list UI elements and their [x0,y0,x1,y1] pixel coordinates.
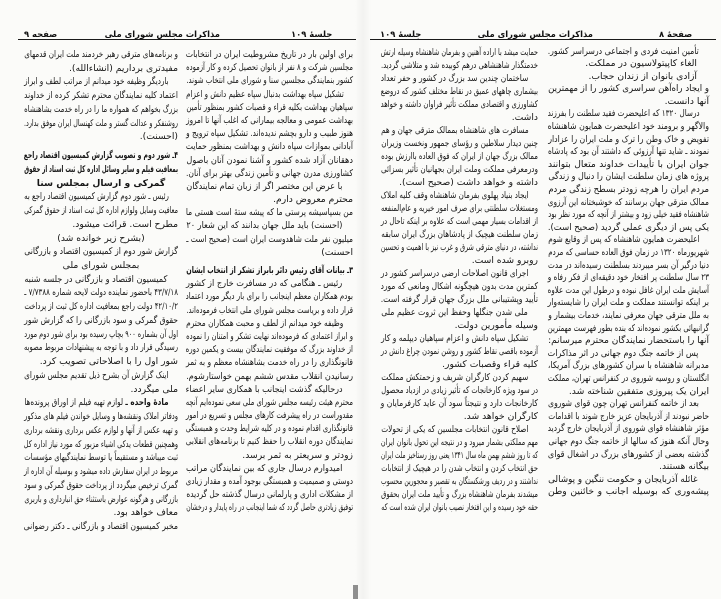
page-number-label: صفحه ۹ [24,29,58,39]
text-line: حقوق گمرکی و سود بازرگانی را که گزارش شور [24,314,178,326]
section-heading-line: گمرکی و ارسال بمجلس سنا [36,177,166,189]
text-line: مردم ایران را هرچه زودتر بسطح زندگی مردم [548,184,709,196]
text-line: (احسنت). [139,131,178,143]
text-line: تفویض و خاک وطن را ترک و ملت ایران را عزادار [548,133,709,145]
text-line: حمایت میشد با اراده آهنین و بفرمان شاهنشاه وسیله ارتش [380,46,538,58]
text-line: دوستی و صمیمیت و همبستگی بوجود آمده و مقدار زیادی [185,476,353,487]
text-line: آسایش ملت ایران غافل نبوده و درطول این مدت علاوه [547,284,709,296]
text-line: از خداوند بزرگ که موفقیت نمایندگان بیست و یکمین دوره [185,344,353,356]
text-line: زودتر و سریعتر به ثمر برسد. [242,449,353,461]
section-heading-line: ۴ـ شور دوم و تصویب گزارش کمیسیون اقتصاد راجع [23,150,178,162]
text-line: قرار داده و بریاست مجلس شورای ملی انتخاب فرموده‌اند. [186,304,353,316]
text-line: کشاورزی مدرن جهانی و تأمین زندگی بهتر برای آنان. [186,167,353,179]
text-line: زمان سلطنت هیچیک از پادشاهان بزرگ ایران سابقه [381,228,538,240]
text-line: میشدند بفرمان شاهنشاه بزرگ و تأیید ملت ایران بحقوق [381,488,538,500]
text-line: هنوز طبیب و دارو بچشم ندیده‌اند. تشکیل سپاه ترویج و [186,128,353,140]
text-line: (احسنت) باید ملل جهان بدانند که این شعار ۲۰ [186,220,343,232]
text-line: وظیفه خود میدانم از لطف و محبت همکاران محترم [186,317,344,329]
text-line: ممالک مترقی جهان برسانند که خوشبختانه این آرزوی [547,196,709,208]
text-line: مفیدتری برداریم (انشاءالله). [68,62,178,74]
text-line: نداشتند و در ردیف ورشکستگان به تقصیر و محجورین محسوب [381,475,538,487]
text-line: دهقانان آزاد شده کشور و آشنا نمودن آنان باصول [186,154,353,166]
text-line: پس از خاتمه جنگ دوم جهانی در اثر مذاکرات [547,347,699,359]
text-line: تأمین امنیت فردی و اجتماعی درسراسر کشور. [547,45,699,57]
text-line: ودرمعرفی مملکت وملت ایران بجهانیان تأثیر بسزائی [381,163,538,175]
text-line: ممالک بزرگ جهان از ایران که فوق العاده باارزش بوده [381,150,538,162]
text-line: اصلاح قانون انتخابات مجلسین که یکی از تحولات [381,423,529,435]
section-heading-line: ۳ـ بیانات آقای رئیس دائر بابراز تشکر از انتخاب ایشان [186,265,353,276]
text-line: قانونگذاری را در راه خدمت بشاهنشاه معظم و به ثمر [185,357,353,369]
page-number-label: صفحهٔ ۸ [659,29,693,39]
text-line: گذشته بعضی از کشورهای بزرگ در اشغال قوای [547,448,709,460]
text-line: مدبرانه شاهنشاه با سران کشورهای بزرگ آمریکا، [547,360,709,372]
text-line: انگلستان و روسیه شوروی در کنفرانس تهران، مملکت [547,372,709,384]
text-line: از اقدامات بسیار مهمی است که علاوه بر اینکه تاحال در [380,215,538,227]
text-line: و ایجاد راه‌آهن سراسری کشور را از مهمترین [548,83,709,95]
text-line: آزموده باقصی نقاط کشور و روشن نمودن چراغ دانش در [380,345,538,357]
text-line: بودم همکاران معظم اینجانب را برای بار دیگر مورد اعتماد [185,291,353,303]
text-line: بمجلس شورای ملی [62,260,140,272]
text-line: مخبر کمیسیون اقتصاد و بازرگانی ـ دکتر رضوانی [23,520,178,532]
text-line: مؤثر شاهنشاه قوای شوروی از آذربایجان خارج گردید [547,423,709,435]
text-line: اعلیحضرت همایون شاهنشاه که پس از وقایع شوم [548,234,700,246]
text-line: اینک گزارش آن بشرح ذیل تقدیم مجلس شورای [24,369,169,381]
text-line: معافیت وسایل ولوازم اداره کل ثبت اسناد از حقوق گمرکی [24,205,178,217]
text-line: میلیون نفر ملت شاهدوست ایران است (صحیح است ـ [186,233,353,245]
session-number: جلسهٔ ۱۰۹ [291,29,333,39]
text-line: به ملل مترقی جهان معرفی نمایند، خدمات بیشمار و [548,309,709,321]
text-line: کشور بنمایندگی مجلسین سنا و شورای ملی انتخاب شوند. [186,75,353,87]
text-line: باردیگر وظیفه خود میدانم از مراتب لطف و ابراز [24,76,169,88]
text-line: ۴۲/۱۰/۲ دولت راجع بمعافیت اداره کل ثبت از پرداخت [24,301,178,313]
text-line: وهمچنین قطعات یدکی اشیاء مزبور که مورد نیاز اداره کل [23,438,179,450]
text-line: بر اینکه توانستند مملکت و ملت ایران را شایسته‌وار [547,297,709,309]
text-line: ساختمان چندین سد بزرگ در کشور و حفر تعداد [380,72,529,84]
text-line: رئیس ـ شور دوم گزارش کمیسیون اقتصاد راجع به [24,191,169,203]
text-line: دنیا درگیر آن بسر میبردند بسلطنت رسیده‌اند در مدت [548,259,709,271]
text-line: درحالیکه گذشت اینجانب با همکاری سایر اعضاء [185,383,343,395]
text-line: روبرو شده است. [471,254,538,266]
text-line: من بسپاسیشه پرستی ما که پیشه ستهٔ است هستی ما [185,207,353,219]
text-line: رسانیدن انقلاب مقدس ششم بهمن خواستارشوم. [186,370,353,382]
text-line: کمترین مدت بدون هیچگونه اشکال ومانعی که مورد [380,280,538,292]
text-line: بزرگ بخواهم که همواره ما را در راه خدمت بشاهنشاه [24,103,178,115]
scan-smudge [353,585,358,599]
text-line: بیشماری چاههای عمیق در نقاط مختلف کشور که دروضع [380,85,538,97]
text-line: بهداشت عمومی و معالجه بیمارانی که اغلب آنها تا امروز [186,114,353,126]
text-line: سهیم کردن کارگران شریف و زحمتکش مملکت [381,371,529,383]
text-line: مجلسین شرکت و ۸ نفر از بانوان تحصیل کرده و کار آزموده [186,62,353,74]
text-line: کمیسیون اقتصاد و بازرگانی در جلسه شنبه [24,273,168,285]
text-line: آزادی بانوان از زندان حجاب. [588,70,697,82]
text-line: ودفاتر املاک ونقشه‌ها و وسایل خواندن فیلم های مذکور [24,411,179,423]
text-line: مهم مملکتی بشمار میرود و در نتیجه این تحول بانوان ایران [380,436,538,448]
text-line: درسال ۱۳۲۰ که اعلیحضرت فقید سلطنت را بفرزند [547,108,700,120]
text-line: ۴۳/۷/۱۸ باحضور نماینده دولت لایحه شماره ۷/۷۳۸۸ ـ [24,287,178,299]
text-line: نمایندگان دوره انقلاب را حفظ کنیم تا برنامه‌های انقلابی [185,436,353,448]
text-line: و برنامه‌های مترقی رهبر خردمند ملت ایران قدمهای [24,49,178,60]
text-line: الغاء کاپیتولاسیون در مملکت. [585,58,697,70]
article-label: مادهٔ واحده ـ [125,397,169,409]
text-line: بیگانه هستند. [659,461,709,473]
text-line: مسافرت های شاهنشاه بممالک مترقی جهان و هم [381,124,529,136]
text-column-left [24,48,178,534]
text-line: وحال آنکه هنوز که سالها از خاتمه جنگ دوم جهانی [548,435,709,447]
text-line: غائله آذربایجان و حکومت ننگین و پوشالی [548,473,698,485]
text-line: ملی میگردد. [130,383,178,395]
text-line: (بشرح زیر خوانده شد) [57,232,145,244]
text-line: حق انتخاب کردن و انتخاب شدن را در هیچیک از انتخابات [381,462,538,474]
text-line [24,396,178,410]
text-line: داشته و خواهد داشت (صحیح است). [399,176,538,188]
text-line: رسیدگی قرار داد و با توجه به پیشنهادات مربوط مصوبه [24,342,178,354]
text-line: بازرگانی و هرگونه عوارض باستثناء حق انبارداری و باربری [24,493,178,505]
text-line: حقه خود رسیده و این افتخار نصیب بانوان ایران شده است که [381,501,538,513]
journal-title: مذاکرات مجلس شورای ملی [477,29,593,39]
text-line: اول آن بشماره ۹۰۰ بچاپ رسیده بود برای شور دوم مورد [24,328,178,340]
text-line: کلیه قراء وقصبات کشور. [442,358,538,370]
text-line: ایران یک پیروزی متفقین شناخته شد. [568,385,709,397]
text-line: تشکیل سپاه بهداشت بدنبال سپاه عظیم دانش و اعزام [186,88,344,100]
text-line: شهریورماه ۱۳۲۰ در زمان فوق العاده حساسی که مردم [548,247,709,258]
text-line: شور اول را با اصلاحاتی تصویب کرد. [39,356,178,368]
text-line: نداشته، در دنیای مترقی شرق و غرب نیز با اهمیت و تحسین [380,241,538,253]
text-line: قانونگذاری اقدام نموده و در کلیه شرایط وحدت و همبستگی [185,423,353,435]
text-line: حاضر نبودند از آذربایجان عزیز خارج شوند با اقدامات [548,410,709,422]
text-line: امیدوارم درسال جاری که بین نمایندگان مراتب [185,462,343,474]
text-line: تأیید وپشتیبانی ملل بزرگ جهان قرار گرفته است. [380,293,538,305]
text-line: گرانبهائی بکشور نموده‌اند که بنده بطور فهرست مهمترین [547,322,709,334]
text-line: پیشه‌وری که بوسیله اجانب و خائنین وطن [548,486,709,498]
text-column-left [381,46,538,514]
text-line: رئیس ـ هنگامی که در مسافرت خارج از کشور [185,278,343,290]
text-line: ثبت میباشد و مستقیماً یا توسط نمایندگیهای مؤسسات [24,452,178,464]
text-line: شاهنشاه فقید خیلی زود و بیشتر از آنچه که مورد نظر بود [548,209,709,221]
text-line: محترم هیئت رئیسه مجلس شورای ملی سعی نموده‌ایم آنچه [185,396,353,408]
text-line: خدمتگذار شاهنشاهی درهم کوبیده شد و متلاشی گردید. [380,59,538,71]
text-line: معاف خواهد بود. [113,507,178,519]
header-rule [370,39,716,41]
text-line: کارگران خواهد شد. [463,410,538,422]
text-line: پروژه های زمان سلطنت ایشان را دنبال و زندگی [548,171,709,183]
text-line: تشکیل سپاه دانش و اعزام سپاهیان دیپلمه و کار [381,332,529,344]
header-rule [18,39,356,41]
text-line: آنها دانست. [664,95,709,107]
text-line: نمودند ـ شاید تنها آرزوئی که داشتند آن بود که پادشاه [547,146,709,158]
text-line-body: لوازم تهیه فیلم از اوراق پرونده‌ها [24,397,124,409]
text-line: در سود ویژه کارخانجات که تأثیر زیادی در ازدیاد محصول [381,384,538,396]
text-line: جوان ایران با تأییدات خداوند متعال بتوانند [548,158,709,170]
text-line: اعتماد کلیه نمایندگان محترم تشکر کرده از خداوند [24,90,178,102]
text-line: والاگهر و برومند خود اعلیحضرت همایون شاهنشاه [547,121,709,133]
text-line: برای اولین بار در تاریخ مشروطیت ایران در انتخابات [185,49,353,60]
text-line: ایجاد بنیاد پهلوی بفرمان شاهنشاه وقف کلیه املاک [380,189,529,201]
section-heading-line: بمعافیت فیلم و سایر وسائل اداره کل ثبت اسناد از حقوق [24,163,179,175]
text-line: آنها را باستحضار نمایندگان محترم میرسانم: [548,335,709,347]
text-line: چنین دیدار سلاطین و رؤسای جمهور ونخست وزیران [381,137,538,149]
text-line: روشنفکر و عدالت گستر و ملت کهنسال ایران موفق بدارد. [23,117,178,129]
text-line: مطرح است. قرائت میشود. [72,218,178,230]
text-line: سپاهیان بهداشت بکلیه قراء و قصبات کشور بمنظور تأمین [186,101,353,113]
text-line: گمرک ترخیص میگردد از پرداخت حقوق گمرکی و سود [24,479,178,491]
text-line: ۲۳ سال سلطنت پر افتخار خود دقیقه‌ای از فکر رفاه و [547,272,709,284]
text-line: کارخانجات دارد و نتیجتاً سود آن عاید کارفرمایان و [380,397,538,409]
text-line: محترم معروض دارم. [273,194,353,206]
text-column-right [548,46,709,499]
text-line: که تا روز ششم بهمن ماه سال ۱۳۴۱ یعنی روز رستاخیز ملت ایران [380,449,538,461]
session-number: جلسهٔ ۱۰۹ [380,29,422,39]
text-line: توفیق زیادتری حاصل گردد که شما اینجانب در راه پایدار و درخشان [186,502,353,514]
text-line: گزارش شور دوم از کمیسیون اقتصاد و بازرگانی [24,246,178,258]
text-line: مربوط در ایران سفارش داده میشود و بوسیله آن اداره از [23,466,178,478]
text-line: وسیله مأمورین دولت. [454,319,538,331]
text-line: احسنت) [321,246,353,258]
text-line: و تهیه عکس از آنها و لوازم عکس برداری ونقشه برداری [23,424,179,436]
text-line: ومستغلات سلطنتی برای صرف امور خیریه و عام‌المنفعه [380,202,538,214]
text-line: از مشکلات اداری و پارلمانی درسال گذشته حل گردیده [186,489,353,501]
text-line: آبادانی بموازات سپاه دانش و بهداشت بمنظور حمایت [185,141,353,153]
text-line: یکی پس از دیگری عملی گردید (صحیح است). [547,221,709,233]
text-line: با عرض این مختصر اگر از زبان تمام نمایندگان [186,180,343,192]
text-column-right [186,48,353,515]
text-line: مقدوراست در راه پیشرفت کارهای مجلس و تسریع در امور [185,410,353,422]
text-line: و ابراز اعتمادی که فرموده‌اند نهایت تشکر و امتنان را نموده [186,330,353,342]
text-line: بعد از خاتمه کنفرانس تهران چون قوای شوروی [548,398,699,410]
text-line: داشت. [511,111,538,123]
text-line: ملی شدن جنگلها وحفظ این ثروت عظیم ملی [381,306,528,318]
text-line: کشاورزی و اقتصادی مملکت تأثیر فراوان داشته و خواهد [380,98,538,110]
journal-title: مذاکرات مجلس شورای ملی [104,29,220,39]
text-line: اجرای قانون اصلاحات ارضی درسراسر کشور در [380,267,529,279]
